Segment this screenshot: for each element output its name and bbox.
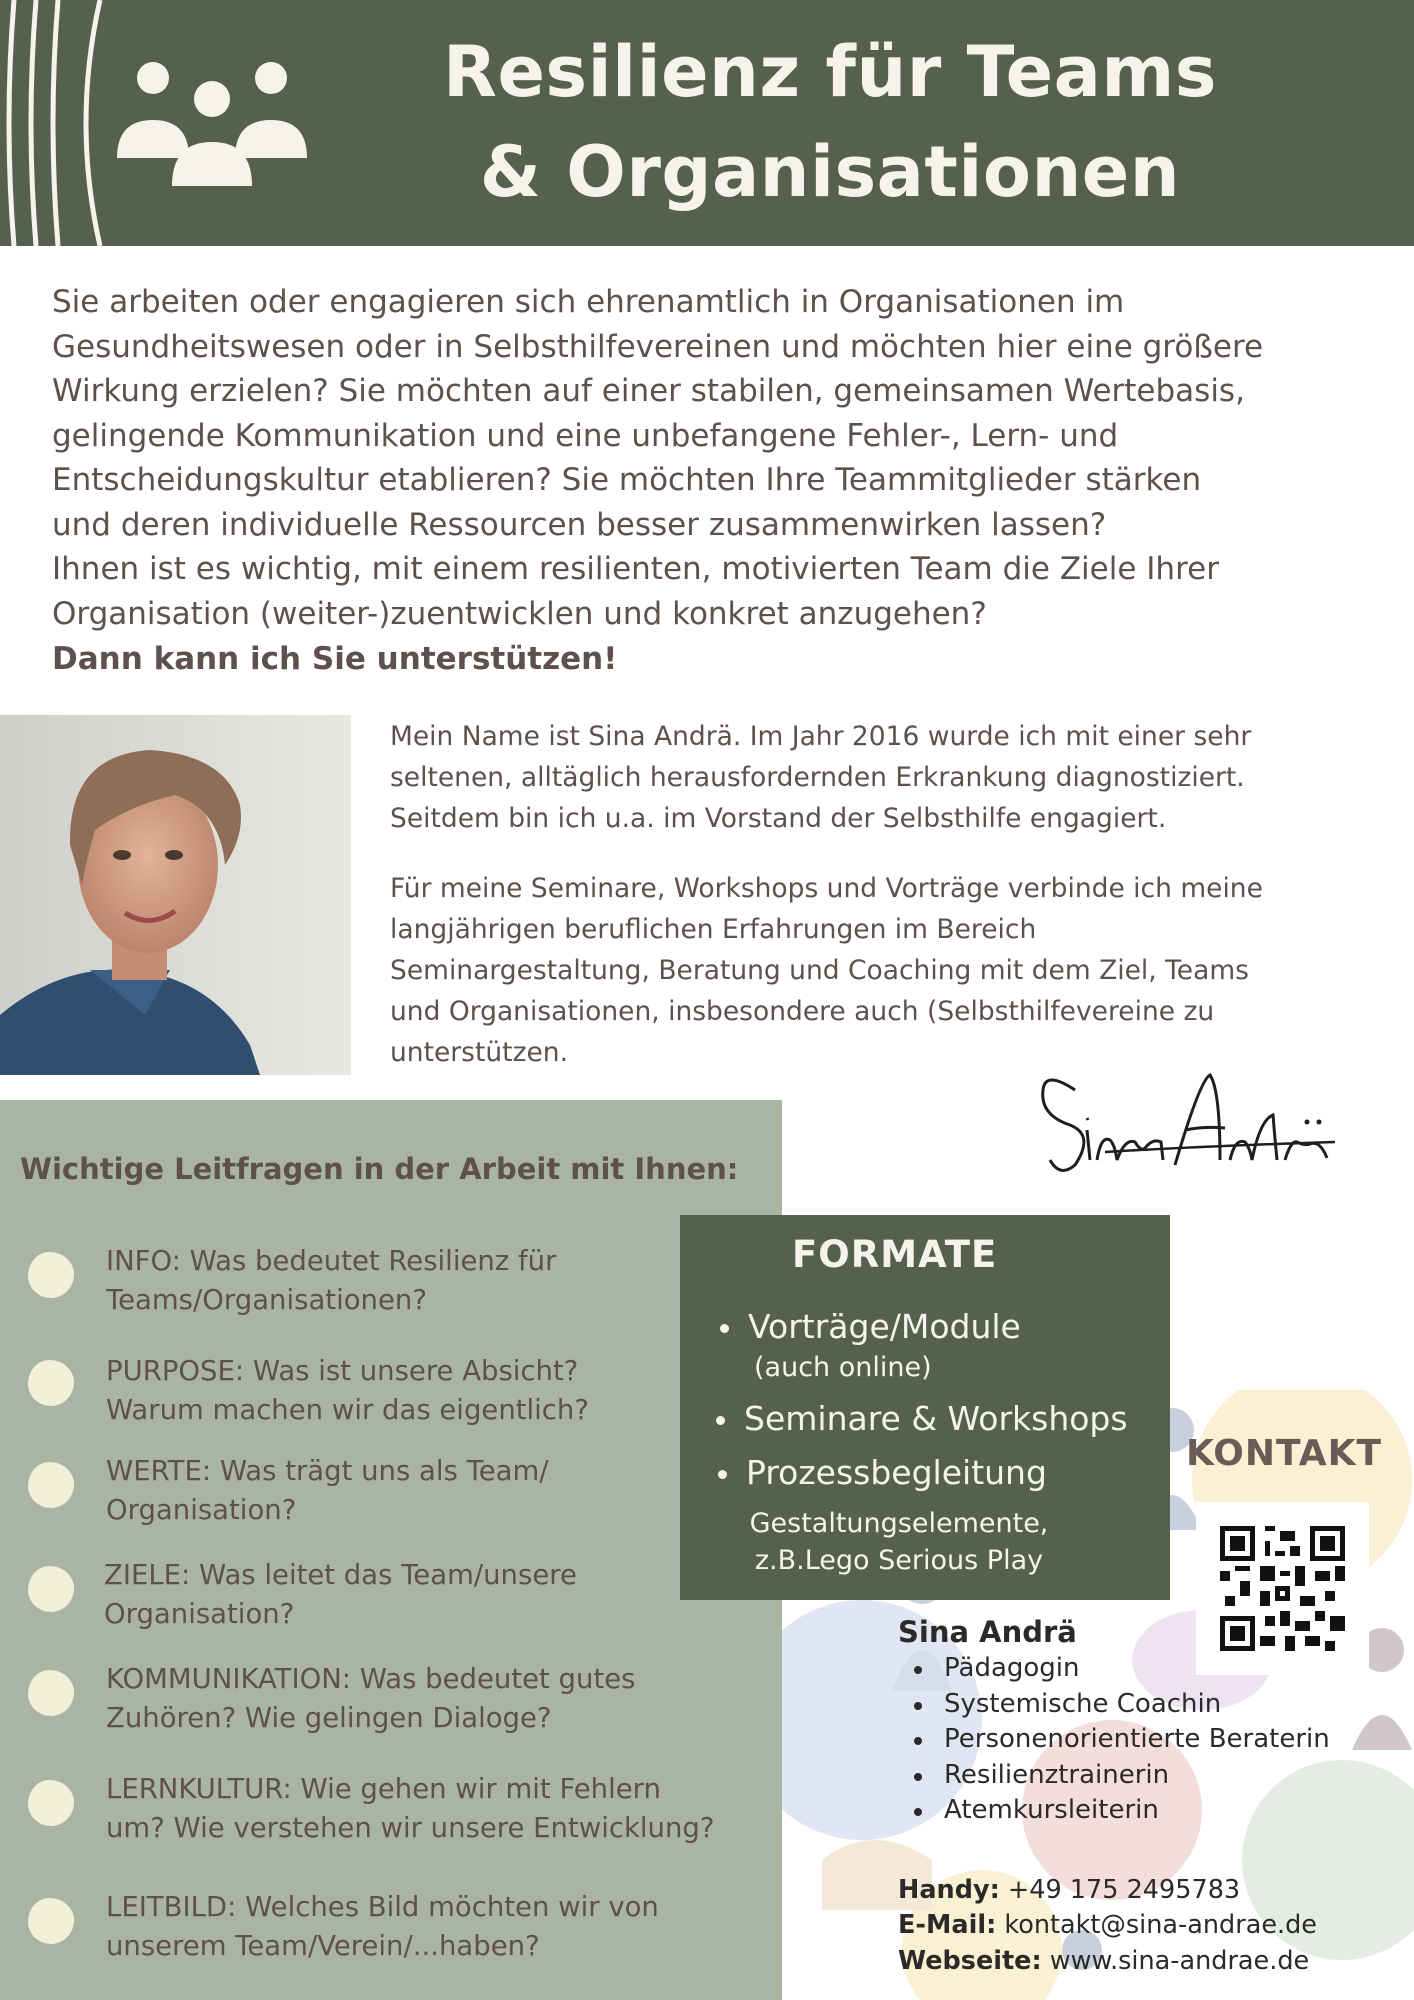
role-item: Atemkursleiterin xyxy=(898,1793,1330,1829)
website-label: Webseite: xyxy=(898,1945,1042,1976)
intro-call-to-action: Dann kann ich Sie unterstützen! xyxy=(52,641,618,677)
leitfragen-item-text: LERNKULTUR: Wie gehen wir mit Fehlern um? Wie verstehen wir unsere Entwicklung? xyxy=(106,1773,715,1844)
leitfragen-panel xyxy=(0,1100,782,2000)
role-item: Personenorientierte Beraterin xyxy=(898,1722,1330,1758)
intro-text: Sie arbeiten oder engagieren sich ehrenamtlich in Organisationen im Gesundheitswesen oder in Selbsthilfevereinen und möchten hier eine größere Wirkung erzielen? Sie möchten auf einer stabilen, gemeinsamen Wertebasis, gelingende Kommunikation und eine unbefangene Fehler-, Lern- und Entscheidungskultur etablieren? Sie möchten Ihre Teammitglieder stärken und deren individuelle Ressourcen besser zusammenwirken lassen? Ihnen ist es wichtig, mit einem resilienten, motivierten Team die Ziele Ihrer Organisation (weiter-)zuentwicklen und konkret anzugehen? xyxy=(52,284,1264,632)
bullet-dot-icon xyxy=(28,1670,74,1716)
contact-lines xyxy=(898,1873,1330,1980)
leitfragen-item-text: WERTE: Was trägt uns als Team/ Organisation? xyxy=(106,1455,549,1526)
leitfragen-item-text: ZIELE: Was leitet das Team/unsere Organisation? xyxy=(104,1559,577,1630)
formate-title: FORMATE xyxy=(792,1233,998,1276)
email-link[interactable]: kontakt@sina-andrae.de xyxy=(1004,1910,1317,1940)
leitfragen-title: Wichtige Leitfragen in der Arbeit mit Ihnen: xyxy=(20,1152,739,1186)
bio-section xyxy=(390,716,1400,1073)
phone-number[interactable]: +49 175 2495783 xyxy=(1007,1874,1241,1905)
leitfragen-item-text: INFO: Was bedeutet Resilienz für Teams/Organisationen? xyxy=(106,1245,557,1316)
leitfragen-item-text: KOMMUNIKATION: Was bedeutet gutes Zuhören? Wie gelingen Dialoge? xyxy=(106,1663,636,1734)
contact-name: Sina Andrä xyxy=(898,1615,1077,1649)
formate-item: Prozessbegleitung xyxy=(746,1453,1047,1492)
bio-paragraph-2: Für meine Seminare, Workshops und Vorträge verbinde ich meine langjährigen beruflichen Erfahrungen im Bereich Seminargestaltung, Beratung und Coaching mit dem Ziel, Teams und Organisationen, insbesondere auch (Selbsthilfevereine zu unterstützen. xyxy=(390,873,1263,1068)
formate-item: Vorträge/Module xyxy=(748,1307,1021,1346)
bullet-dot-icon xyxy=(28,1898,74,1944)
phone-label: Handy: xyxy=(898,1874,1000,1905)
people-group-icon xyxy=(112,52,312,192)
portrait-photo xyxy=(0,715,351,1075)
contact-details xyxy=(898,1615,1330,1979)
website-link[interactable]: www.sina-andrae.de xyxy=(1049,1945,1310,1976)
bullet-dot-icon xyxy=(28,1360,74,1406)
header-banner xyxy=(0,0,1414,246)
signature xyxy=(1035,1060,1345,1190)
role-item: Systemische Coachin xyxy=(898,1687,1330,1723)
title-line-2: & Organisationen xyxy=(479,131,1181,213)
email-row xyxy=(898,1908,1330,1944)
phone-row xyxy=(898,1873,1330,1909)
decorative-arcs xyxy=(0,0,110,246)
role-item: Pädagogin xyxy=(898,1651,1330,1687)
bullet-dot-icon xyxy=(28,1780,74,1826)
title-line-1: Resilienz für Teams xyxy=(443,31,1217,113)
page-title xyxy=(360,22,1300,222)
role-item: Resilienztrainerin xyxy=(898,1758,1330,1794)
bullet-dot-icon xyxy=(28,1566,74,1612)
bullet-dot-icon xyxy=(28,1462,74,1508)
website-row xyxy=(898,1944,1330,1980)
kontakt-title: KONTAKT xyxy=(1186,1433,1383,1474)
bullet-dot-icon xyxy=(28,1252,74,1298)
formate-footer: Gestaltungselemente, z.B.Lego Serious Play xyxy=(749,1508,1049,1576)
email-label: E-Mail: xyxy=(898,1910,997,1940)
leitfragen-item-text: LEITBILD: Welches Bild möchten wir von unserem Team/Verein/...haben? xyxy=(106,1891,659,1962)
formate-item-sub: (auch online) xyxy=(754,1352,932,1383)
leitfragen-item-text: PURPOSE: Was ist unsere Absicht? Warum machen wir das eigentlich? xyxy=(106,1355,589,1426)
formate-box xyxy=(680,1215,1170,1600)
bio-paragraph-1: Mein Name ist Sina Andrä. Im Jahr 2016 wurde ich mit einer sehr seltenen, alltäglich herausfordernden Erkrankung diagnostiziert. Seitdem bin ich u.a. im Vorstand der Selbsthilfe engagiert. xyxy=(390,721,1252,834)
formate-item: Seminare & Workshops xyxy=(744,1399,1128,1438)
roles-list xyxy=(898,1651,1330,1829)
intro-section xyxy=(52,280,1382,682)
